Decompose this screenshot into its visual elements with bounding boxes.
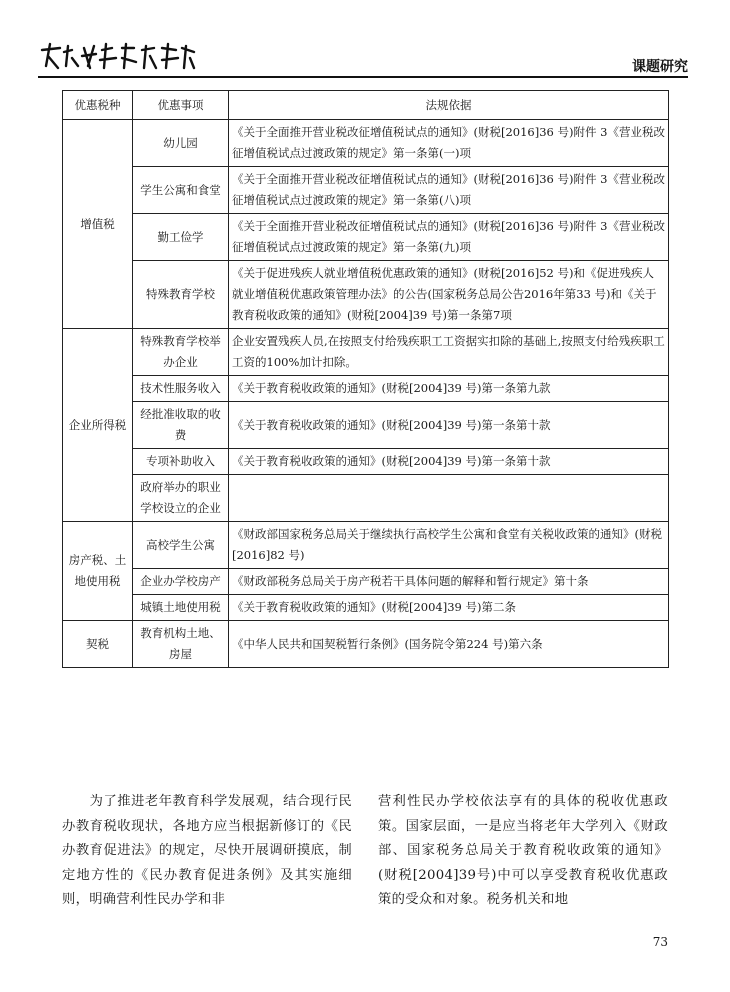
table-row [63,569,669,595]
item-cell: 特殊教育学校举办企业 [133,329,229,376]
basis-cell: 《关于教育税收政策的通知》(财税[2004]39 号)第一条第十款 [229,402,669,449]
table-row [63,120,669,167]
table-row [63,167,669,214]
basis-cell: 《中华人民共和国契税暂行条例》(国务院令第224 号)第六条 [229,621,669,668]
basis-cell [229,475,669,522]
table-row [63,214,669,261]
basis-cell: 企业安置残疾人员,在按照支付给残疾职工工资据实扣除的基础上,按照支付给残疾职工工资的100%加计扣除。 [229,329,669,376]
item-cell: 高校学生公寓 [133,522,229,569]
item-cell: 幼儿园 [133,120,229,167]
item-cell: 技术性服务收入 [133,376,229,402]
tax-policy-table [62,90,669,668]
item-cell: 城镇土地使用税 [133,595,229,621]
table-row [63,376,669,402]
category-vat: 增值税 [63,120,133,329]
item-cell: 专项补助收入 [133,449,229,475]
item-cell: 学生公寓和食堂 [133,167,229,214]
item-cell: 经批准收取的收费 [133,402,229,449]
header-rule [38,76,688,78]
header-basis: 法规依据 [229,91,669,120]
table-row [63,329,669,376]
item-cell: 勤工俭学 [133,214,229,261]
basis-cell: 《关于全面推开营业税改征增值税试点的通知》(财税[2016]36 号)附件 3《营业税改征增值税试点过渡政策的规定》第一条第(一)项 [229,120,669,167]
basis-cell: 《关于全面推开营业税改征增值税试点的通知》(财税[2016]36 号)附件 3《营业税改征增值税试点过渡政策的规定》第一条第(八)项 [229,167,669,214]
table-row [63,621,669,668]
header-tax-type: 优惠税种 [63,91,133,120]
table-header-row [63,91,669,120]
section-label: 课题研究 [632,59,688,75]
basis-cell: 《财政部国家税务总局关于继续执行高校学生公寓和食堂有关税收政策的通知》(财税[2016]82 号) [229,522,669,569]
table-row [63,475,669,522]
table-row [63,522,669,569]
table-row [63,595,669,621]
category-property-land: 房产税、土地使用税 [63,522,133,621]
basis-cell: 《关于教育税收政策的通知》(财税[2004]39 号)第二条 [229,595,669,621]
item-cell: 企业办学校房产 [133,569,229,595]
journal-logo [38,40,198,74]
page-number: 73 [652,935,668,949]
basis-cell: 《关于促进残疾人就业增值税优惠政策的通知》(财税[2016]52 号)和《促进残疾人就业增值税优惠政策管理办法》的公告(国家税务总局公告2016年第33 号)和《关于教育税收政策的通知》(财税[2004]39 号)第一条第7项 [229,261,669,329]
item-cell: 特殊教育学校 [133,261,229,329]
item-cell: 教育机构土地、房屋 [133,621,229,668]
basis-cell: 《关于全面推开营业税改征增值税试点的通知》(财税[2016]36 号)附件 3《营业税改征增值税试点过渡政策的规定》第一条第(九)项 [229,214,669,261]
basis-cell: 《关于教育税收政策的通知》(财税[2004]39 号)第一条第十款 [229,449,669,475]
table-row [63,449,669,475]
category-deed-tax: 契税 [63,621,133,668]
table-row [63,402,669,449]
header-item: 优惠事项 [133,91,229,120]
basis-cell: 《关于教育税收政策的通知》(财税[2004]39 号)第一条第九款 [229,376,669,402]
table-row [63,261,669,329]
body-paragraph-left: 为了推进老年教育科学发展观，结合现行民办教育税收现状，各地方应当根据新修订的《民办教育促进法》的规定，尽快开展调研摸底，制定地方性的《民办教育促进条例》及其实施细则，明确营利性民办学和非 [62,794,352,907]
body-paragraph-right: 营利性民办学校依法享有的具体的税收优惠政策。国家层面，一是应当将老年大学列入《财政部、国家税务总局关于教育税收政策的通知》(财税[2004]39号)中可以享受教育税收优惠政策的受众和对象。税务机关和地 [378,794,668,907]
category-cit: 企业所得税 [63,329,133,522]
basis-cell: 《财政部税务总局关于房产税若干具体问题的解释和暂行规定》第十条 [229,569,669,595]
item-cell: 政府举办的职业学校设立的企业 [133,475,229,522]
